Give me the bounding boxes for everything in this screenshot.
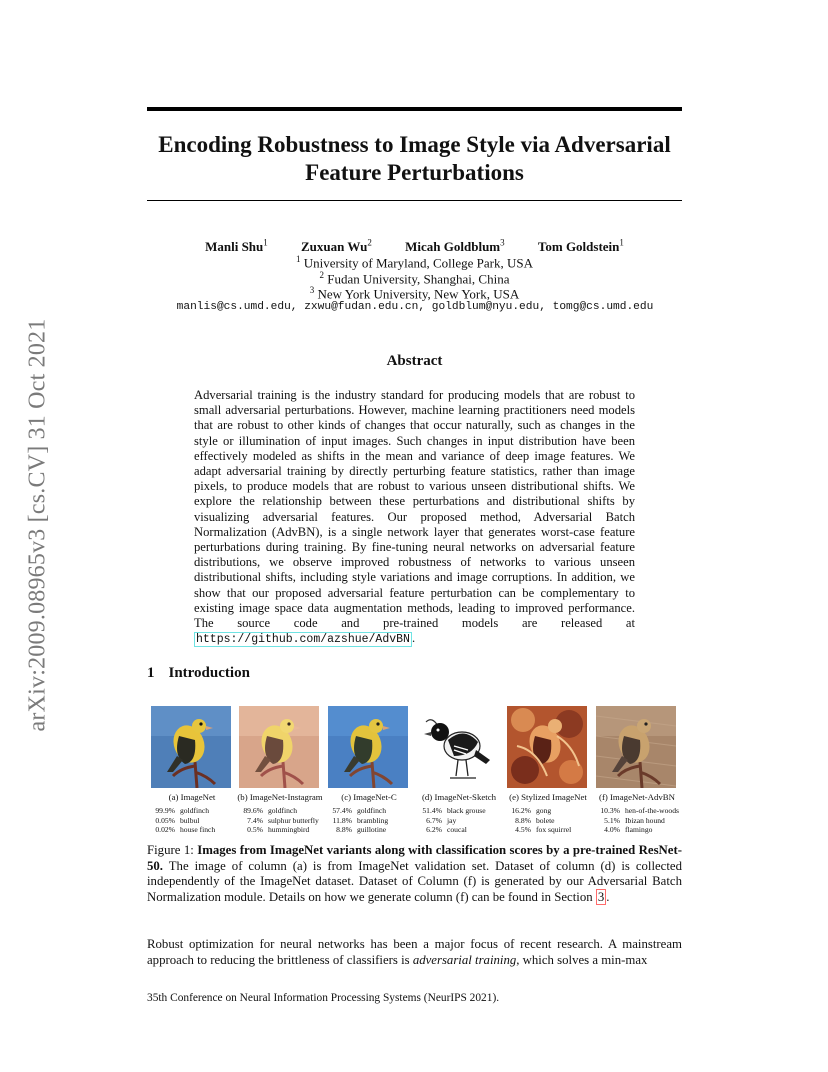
- affiliation-mark: 1: [295, 254, 301, 264]
- body-emphasis: adversarial training: [412, 952, 517, 967]
- author-name: Zuxuan Wu: [301, 239, 368, 255]
- figure-subcaption: (e) Stylized ImageNet: [509, 792, 587, 802]
- score-label: bulbul: [180, 815, 200, 825]
- title-rule-bottom: [147, 200, 682, 201]
- author-name: Tom Goldstein: [537, 239, 620, 255]
- abstract-body: [194, 388, 635, 647]
- score-label: jay: [447, 815, 457, 825]
- score-value: 57.4%: [332, 806, 352, 815]
- score-label: house finch: [180, 825, 216, 835]
- score-row: [503, 806, 603, 816]
- score-row: [414, 816, 514, 826]
- score-label: flamingo: [625, 825, 653, 835]
- author-emails: manlis@cs.umd.edu, zxwu@fudan.edu.cn, goldblum@nyu.edu, tomg@cs.umd.edu: [176, 301, 654, 313]
- bird-photo-advbn: [596, 706, 676, 788]
- paper-title: [147, 131, 682, 187]
- title-line-1: Encoding Robustness to Image Style via Adversarial: [158, 132, 671, 157]
- author: [205, 239, 268, 254]
- score-value: 51.4%: [422, 806, 442, 815]
- figure-subcaption: (b) ImageNet-Instagram: [237, 792, 323, 802]
- author-list: [147, 238, 682, 255]
- score-value: 89.6%: [243, 806, 263, 815]
- figure-1: [147, 706, 682, 836]
- score-label: bolete: [536, 815, 555, 825]
- figure-caption: [147, 843, 682, 905]
- figure-subcaption: (a) ImageNet: [168, 792, 216, 802]
- score-label: goldfinch: [357, 806, 387, 815]
- figure-subcaption: (f) ImageNet-AdvBN: [599, 792, 675, 802]
- score-row: [592, 806, 692, 816]
- body-paragraph: [147, 937, 682, 968]
- section-title: Introduction: [168, 665, 250, 681]
- body-text-b: , which solves a min-max: [516, 952, 648, 967]
- score-value: 4.5%: [515, 825, 531, 835]
- arxiv-identifier: arXiv:2009.08965v3 [cs.CV] 31 Oct 2021: [24, 318, 51, 732]
- score-value: 16.2%: [511, 806, 531, 815]
- score-row: [235, 816, 335, 826]
- arxiv-sidebar: [8, 290, 68, 760]
- score-row: [235, 825, 335, 835]
- author: [301, 239, 372, 254]
- score-row: [324, 816, 424, 826]
- affiliation: [147, 285, 682, 302]
- affiliation-text: Fudan University, Shanghai, China: [324, 271, 510, 287]
- score-label: black grouse: [447, 806, 486, 815]
- author-affiliation-mark: 2: [367, 238, 372, 248]
- bird-photo-imagenet: [151, 706, 231, 788]
- title-rule-top: [147, 107, 682, 111]
- score-value: 5.1%: [604, 815, 620, 825]
- score-row: [324, 825, 424, 835]
- score-row: [503, 816, 603, 826]
- score-label: hen-of-the-woods: [625, 806, 679, 815]
- score-value: 6.2%: [426, 825, 442, 835]
- score-value: 0.02%: [155, 825, 175, 835]
- score-row: [592, 816, 692, 826]
- score-row: [147, 806, 247, 816]
- score-row: [147, 816, 247, 826]
- conference-footer: 35th Conference on Neural Information Processing Systems (NeurIPS 2021).: [147, 992, 500, 1004]
- affiliation-mark: 2: [319, 270, 324, 280]
- code-repository-link[interactable]: https://github.com/azshue/AdvBN: [196, 633, 410, 647]
- score-row: [503, 825, 603, 835]
- score-row: [324, 806, 424, 816]
- score-value: 11.8%: [332, 815, 352, 825]
- score-row: [592, 825, 692, 835]
- score-label: gong: [536, 806, 552, 815]
- score-value: 99.9%: [155, 806, 175, 815]
- score-list: [235, 806, 335, 835]
- author: [538, 239, 624, 254]
- score-label: coucal: [447, 825, 467, 835]
- score-label: goldfinch: [180, 806, 210, 815]
- score-value: 0.05%: [155, 815, 175, 825]
- affiliation-text: New York University, New York, USA: [314, 286, 520, 302]
- abstract-heading: Abstract: [386, 353, 443, 369]
- title-line-2: Feature Perturbations: [305, 160, 524, 185]
- score-row: [414, 806, 514, 816]
- figure-subcaption: (d) ImageNet-Sketch: [421, 792, 496, 802]
- score-label: brambling: [357, 815, 389, 825]
- score-label: hummingbird: [268, 825, 310, 835]
- score-list: [147, 806, 247, 835]
- score-row: [414, 825, 514, 835]
- score-value: 4.0%: [604, 825, 620, 835]
- affiliation-mark: 3: [309, 285, 315, 295]
- author-name: Micah Goldblum: [405, 239, 501, 255]
- author-affiliation-mark: 1: [619, 238, 624, 248]
- score-value: 10.3%: [600, 806, 620, 815]
- score-value: 6.7%: [426, 815, 442, 825]
- score-value: 8.8%: [336, 825, 352, 835]
- abstract-end: .: [411, 631, 416, 646]
- score-list: [324, 806, 424, 835]
- score-label: Ibizan hound: [625, 815, 665, 825]
- caption-text: The image of column (a) is from ImageNet validation set. Dataset of column (d) is collected independently of the ImageNet dataset. Dataset of Column (f) is generated by our Adversarial Batch Normalization module. Details on how we generate column (f) can be found in Section: [147, 858, 682, 904]
- body-text-a: Robust optimization for neural networks has been a major focus of recent research. A mainstream approach to reducing the brittleness of classifiers is: [147, 937, 682, 967]
- score-label: goldfinch: [268, 806, 298, 815]
- score-row: [147, 825, 247, 835]
- affiliation-text: University of Maryland, College Park, USA: [300, 255, 534, 271]
- caption-end: .: [606, 889, 610, 904]
- author-affiliation-mark: 3: [500, 238, 505, 248]
- score-list: [592, 806, 692, 835]
- author-affiliation-mark: 1: [263, 238, 268, 248]
- bird-sketch-drawing: [418, 706, 498, 788]
- score-value: 0.5%: [247, 825, 263, 835]
- figure-subcaption: (c) ImageNet-C: [341, 792, 397, 802]
- score-value: 8.8%: [515, 815, 531, 825]
- score-label: guillotine: [357, 825, 387, 835]
- bird-photo-instagram: [239, 706, 319, 788]
- author: [405, 239, 505, 254]
- author-name: Manli Shu: [205, 239, 264, 255]
- affiliation: [147, 254, 682, 271]
- abstract-text: Adversarial training is the industry standard for producing models that are robust to small adversarial perturbations. However, machine learning practitioners need models that are robust to other kinds of changes that occur naturally, such as changes in the style or illumination of input images. Such changes in input distribution have been effectively modeled as shifts in the mean and variance of deep image features. We adapt adversarial training by directly perturbing feature statistics, rather than image pixels, to produce models that are robust to various unseen distributional shifts. We explore the relationship between these perturbations and distributional shifts by visualizing adversarial features. Our proposed method, Adversarial Batch Normalization (AdvBN), is a single network layer that generates worst-case feature perturbations during training. By fine-tuning neural networks on adversarial feature distributions, we observe improved robustness of networks to various unseen distributional shifts, including style variations and image corruptions. In addition, we show that our proposed adversarial feature perturbation can be complementary to existing image space data augmentation methods, leading to improved performance. The source code and pre-trained models are released at: [194, 388, 635, 631]
- section-reference-link[interactable]: 3: [597, 889, 605, 904]
- section-heading: [147, 665, 250, 682]
- caption-label: Figure 1:: [147, 843, 198, 857]
- bird-photo-stylized: [507, 706, 587, 788]
- section-number: 1: [147, 665, 155, 681]
- score-list: [503, 806, 603, 835]
- score-value: 7.4%: [247, 815, 263, 825]
- score-label: sulphur butterfly: [268, 815, 319, 825]
- bird-photo-corrupted: [328, 706, 408, 788]
- score-list: [414, 806, 514, 835]
- caption-bold: Images from ImageNet variants along with classification scores by a pre-trained ResNet-50.: [147, 843, 682, 873]
- score-label: fox squirrel: [536, 825, 572, 835]
- score-row: [235, 806, 335, 816]
